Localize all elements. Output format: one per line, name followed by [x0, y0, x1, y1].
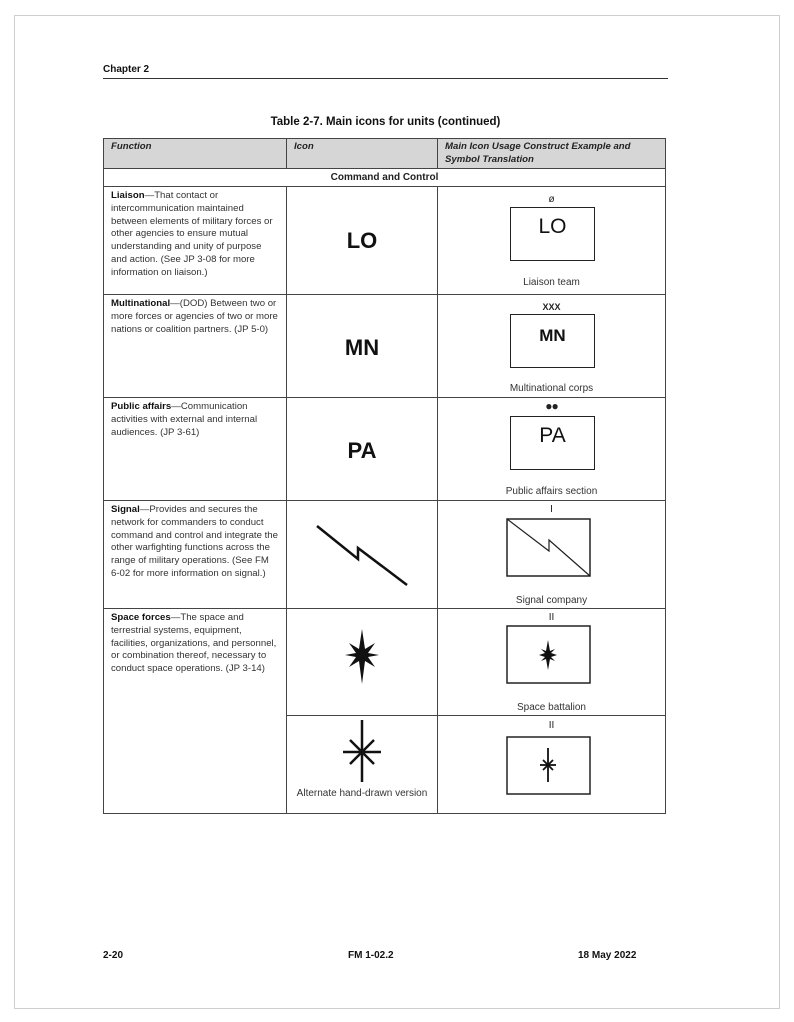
usage-cell-space-forces	[437, 608, 666, 716]
lightning-bolt-icon	[287, 501, 439, 610]
function-cell-space-forces	[103, 608, 287, 814]
echelon-label: ●●	[545, 399, 558, 413]
frame-text: PA	[539, 424, 566, 447]
column-header-usage: Main Icon Usage Construct Example and Symbol Translation	[437, 138, 666, 169]
definition: —Provides and secures the network for commanders to conduct command and control and integrate the other warfighting functions across the range of military operations. (See FM 6-02 for more information on signal.)	[111, 504, 278, 579]
term: Multinational	[111, 298, 171, 309]
definition: —Communication activities with external and internal audiences. (JP 3-61)	[111, 401, 258, 438]
column-header-function: Function	[103, 138, 287, 169]
caption: Signal company	[515, 595, 588, 606]
term: Liaison	[111, 190, 145, 201]
function-cell-liaison	[103, 186, 287, 295]
echelon-label: I	[550, 504, 553, 515]
icon-cell-multinational	[286, 294, 438, 398]
caption: Space battalion	[517, 702, 586, 713]
icon-caption: Alternate hand-drawn version	[296, 788, 428, 799]
icon-cell-signal	[286, 500, 438, 609]
icon-cell-public-affairs	[286, 397, 438, 501]
definition: —That contact or intercommunication maintained between elements of military forces or other agencies to ensure mutual understanding and unity of purpose and action. (See JP 3-08 for more information on liaison.)	[111, 190, 273, 278]
unit-frame	[510, 207, 595, 261]
space-alternate-unit-frame-icon	[506, 736, 601, 798]
usage-cell-public-affairs	[437, 397, 666, 501]
echelon-label: II	[548, 720, 555, 731]
unit-frame	[510, 314, 595, 368]
term: Signal	[111, 504, 140, 515]
frame-text: LO	[538, 215, 567, 238]
term: Space forces	[111, 612, 171, 623]
star-icon	[287, 609, 439, 717]
definition: —(DOD) Between two or more forces or agencies of two or more nations or coalition partners. (JP 5-0)	[111, 298, 278, 335]
function-cell-public-affairs	[103, 397, 287, 501]
star-hand-drawn-icon	[287, 716, 439, 796]
icon-cell-space-forces	[286, 608, 438, 716]
usage-cell-multinational	[437, 294, 666, 398]
frame-text: MN	[539, 326, 566, 345]
echelon-label: ø	[548, 194, 555, 205]
icon-text: LO	[346, 228, 378, 253]
echelon-label: XXX	[542, 302, 561, 312]
caption: Multinational corps	[509, 383, 594, 394]
icon-cell-liaison	[286, 186, 438, 295]
caption: Liaison team	[523, 277, 580, 288]
table-title: Table 2-7. Main icons for units (continued)	[270, 116, 501, 128]
term: Public affairs	[111, 401, 172, 412]
header-rule	[103, 78, 668, 79]
unit-frame	[510, 416, 595, 470]
icon-text: MN	[344, 335, 380, 360]
footer-manual: FM 1-02.2	[348, 950, 394, 961]
definition: —The space and terrestrial systems, equipment, facilities, organizations, and personnel, or combination thereof, necessary to conduct space operations. (JP 3-14)	[111, 612, 277, 675]
footer-page-number: 2-20	[103, 950, 124, 961]
icon-cell-space-alternate	[286, 715, 438, 814]
icon-text: PA	[347, 438, 377, 463]
signal-unit-frame-icon	[506, 518, 601, 580]
section-command-and-control: Command and Control	[103, 168, 666, 187]
column-header-icon: Icon	[286, 138, 438, 169]
chapter-header: Chapter 2	[103, 64, 150, 75]
usage-cell-liaison	[437, 186, 666, 295]
usage-cell-signal	[437, 500, 666, 609]
function-cell-multinational	[103, 294, 287, 398]
caption: Public affairs section	[505, 486, 598, 497]
function-cell-signal	[103, 500, 287, 609]
echelon-label: II	[548, 612, 555, 623]
footer-date: 18 May 2022	[578, 950, 637, 961]
usage-cell-space-alternate	[437, 715, 666, 814]
space-unit-frame-icon	[506, 625, 601, 687]
